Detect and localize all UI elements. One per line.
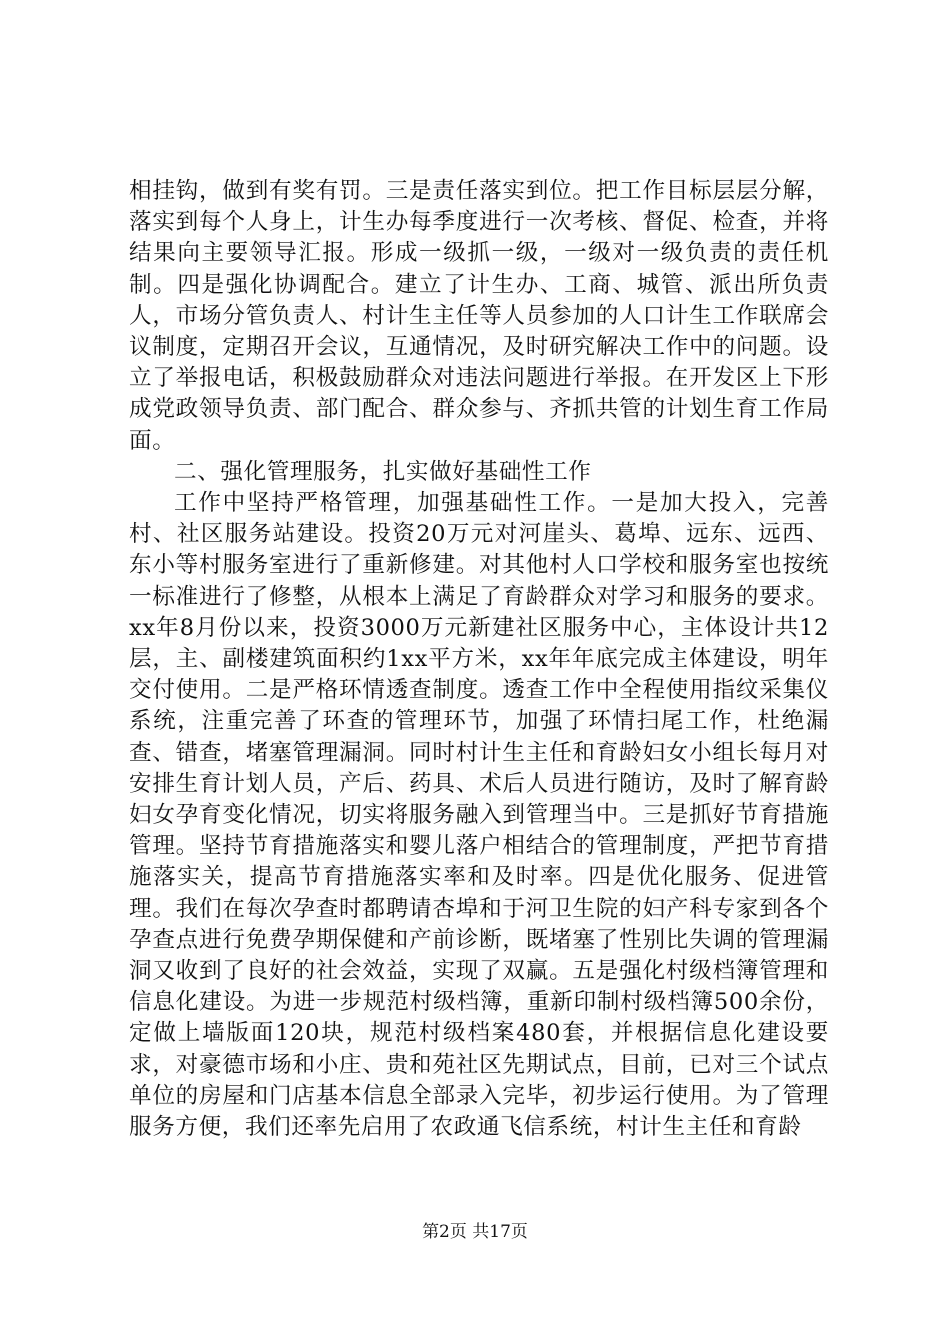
document-body xyxy=(129,176,829,1143)
section-heading: 二、强化管理服务，扎实做好基础性工作 xyxy=(174,458,592,485)
page-footer: 第2页 共17页 xyxy=(422,1222,528,1242)
paragraph-continued: 相挂钩，做到有奖有罚。三是责任落实到位。把工作目标层层分解，落实到每个人身上，计生办每季度进行一次考核、督促、检查，并将结果向主要领导汇报。形成一级抓一级，一级对一级负责的责任机制。四是强化协调配合。建立了计生办、工商、城管、派出所负责人，市场分管负责人、村计生主任等人员参加的人口计生工作联席会议制度，定期召开会议，互通情况，及时研究解决工作中的问题。设立了举报电话，积极鼓励群众对违法问题进行举报。在开发区上下形成党政领导负责、部门配合、群众参与、齐抓共管的计划生育工作局面。 xyxy=(129,178,829,454)
paragraph-body: 工作中坚持严格管理，加强基础性工作。一是加大投入，完善村、社区服务站建设。投资20万元对河崖头、葛埠、远东、远西、东小等村服务室进行了重新修建。对其他村人口学校和服务室也按统一标准进行了修整，从根本上满足了育龄群众对学习和服务的要求。xx年8月份以来，投资3000万元新建社区服务中心，主体设计共12层，主、副楼建筑面积约1xx平方米，xx年年底完成主体建设，明年交付使用。二是严格环情透查制度。透查工作中全程使用指纹采集仪系统，注重完善了环查的管理环节，加强了环情扫尾工作，杜绝漏查、错查，堵塞管理漏洞。同时村计生主任和育龄妇女小组长每月对安排生育计划人员，产后、药具、术后人员进行随访，及时了解育龄妇女孕育变化情况，切实将服务融入到管理当中。三是抓好节育措施管理。坚持节育措施落实和婴儿落户相结合的管理制度，严把节育措施落实关，提高节育措施落实率和及时率。四是优化服务、促进管理。我们在每次孕查时都聘请杏埠和于河卫生院的妇产科专家到各个孕查点进行免费孕期保健和产前诊断，既堵塞了性别比失调的管理漏洞又收到了良好的社会效益，实现了双赢。五是强化村级档簿管理和信息化建设。为进一步规范村级档簿，重新印制村级档簿500余份，定做上墙版面120块，规范村级档案480套，并根据信息化建设要求，对豪德市场和小庄、贵和苑社区先期试点，目前，已对三个试点单位的房屋和门店基本信息全部录入完毕，初步运行使用。为了管理服务方便，我们还率先启用了农政通飞信系统，村计生主任和育龄 xyxy=(129,490,829,1141)
